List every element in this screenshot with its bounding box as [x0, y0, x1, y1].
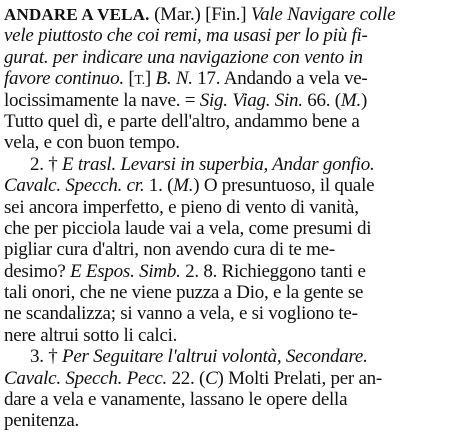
entry-line [4, 197, 461, 218]
entry-line [4, 261, 461, 282]
text-run: nere altrui sotto li calci. [4, 324, 178, 346]
text-run: locissimamente la nave. = [4, 89, 200, 111]
entry-line [4, 90, 461, 111]
text-run: Tutto quel dì, e parte dell'altro, andammo bene a [4, 110, 360, 132]
entry-line [4, 389, 461, 410]
entry-line [4, 303, 461, 324]
entry-line [4, 346, 461, 367]
entry-line [4, 175, 461, 196]
text-run: 2. † [30, 153, 62, 175]
text-run: penitenza. [4, 410, 80, 432]
entry-line [4, 239, 461, 260]
text-run: 1. ( [144, 175, 174, 197]
text-run: ) Molti Prelati, per an- [217, 367, 382, 389]
italic-text: Sig. Viag. Sin. [199, 89, 303, 111]
entry-line [4, 4, 461, 25]
text-run: ne scandalizza; si vanno a vela, e si vogliono te- [4, 303, 358, 325]
entry-line [4, 282, 461, 303]
entry-line [4, 132, 461, 153]
text-run: 66. ( [302, 89, 341, 111]
text-run: ) [360, 89, 368, 111]
text-run: sei ancora imperfetto, e pieno di vento di vanità, [4, 196, 359, 218]
italic-text: Cavalc. Specch. Pecc. [4, 367, 168, 389]
text-run: (Mar.) [Fin.] [149, 4, 251, 25]
text-run: dare a vela e vanamente, lassano le opere della [4, 389, 348, 411]
italic-text: Per Seguitare l'altrui volontà, Secondare. [62, 346, 368, 368]
italic-text: M. [173, 175, 194, 197]
italic-text: favore continuo. [4, 68, 124, 90]
italic-text: vele piuttosto che coi remi, ma usasi per lo più fi- [4, 25, 368, 47]
entry-line [4, 154, 461, 175]
text-run: 3. † [30, 346, 62, 368]
entry-line [4, 68, 461, 89]
italic-text: gurat. per indicare una navigazione con vento in [4, 46, 363, 68]
italic-text: E trasl. Levarsi in superbia, Andar gonfio. [62, 153, 375, 175]
entry-line [4, 325, 461, 346]
italic-text: C [205, 367, 218, 389]
entry-line [4, 25, 461, 46]
text-run: desimo? [4, 260, 71, 282]
text-run: tali onori, che ne viene puzza a Dio, e la gente se [4, 282, 364, 304]
italic-text: M. [340, 89, 361, 111]
italic-text: E Espos. Simb. [70, 260, 181, 282]
text-run: [ [123, 68, 135, 90]
headword: ANDARE A VELA. [4, 5, 150, 24]
text-run: T. [134, 73, 145, 89]
entry-line [4, 111, 461, 132]
text-run: che per picciola laude vai a vela, come presumi di [4, 217, 372, 239]
entry-line [4, 410, 461, 431]
text-run: ] [144, 68, 156, 90]
text-run: vela, e con buon tempo. [4, 132, 180, 154]
italic-text: Cavalc. Specch. cr. [4, 175, 145, 197]
text-run: 17. Andando a vela ve- [192, 68, 368, 90]
entry-line [4, 368, 461, 389]
italic-text: Vale Navigare colle [250, 4, 396, 25]
text-run: 22. ( [167, 367, 206, 389]
text-run: 2. 8. Richieggono tanti e [180, 260, 366, 282]
entry-line [4, 47, 461, 68]
text-run: ) O presuntuoso, il quale [193, 175, 375, 197]
entry-line [4, 218, 461, 239]
text-run: pigliar cura d'altri, non avendo cura di te me- [4, 239, 335, 261]
italic-text: B. N. [155, 68, 193, 90]
